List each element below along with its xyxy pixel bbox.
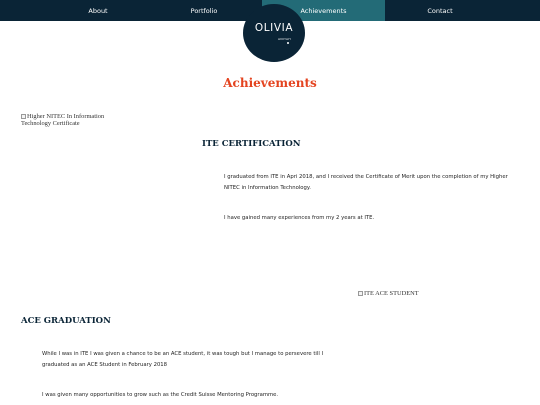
site-logo[interactable] (243, 4, 305, 62)
ace-paragraph-2: I was given many opportunities to grow such as the Credit Suisse Mentoring Programme. (42, 392, 279, 398)
ace-graduation-heading: ACE GRADUATION (21, 316, 111, 326)
broken-image-icon (21, 114, 26, 119)
logo-subtitle: ANIYAH (278, 37, 291, 41)
ite-certificate-image-alt: Higher NITEC In Information Technology Certificate (21, 113, 105, 128)
ite-certification-heading: ITE CERTIFICATION (202, 139, 301, 149)
ite-paragraph-1: I graduated from ITE in Apri 2018, and I received the Certificate of Merit upon the completion of my Higher NITEC in Information Technology. (224, 174, 508, 191)
nav-link-portfolio[interactable]: Portfolio (190, 7, 218, 15)
broken-image-icon (358, 291, 363, 296)
ace-student-image (358, 290, 478, 297)
logo-dot-icon (287, 42, 289, 44)
ite-certificate-image (21, 113, 131, 128)
logo-name: OLIVIA (254, 22, 294, 34)
ace-paragraph-1: While I was in ITE I was given a chance to be an ACE student, it was tough but I manage to persevere till I graduated as an ACE Student in February 2018 (42, 351, 324, 368)
nav-link-about[interactable]: About (88, 7, 108, 15)
ace-student-image-alt: ITE ACE STUDENT (364, 290, 419, 297)
ite-paragraph-2: I have gained many experiences from my 2 years at ITE. (224, 215, 375, 221)
nav-link-contact[interactable]: Contact (427, 7, 453, 15)
nav-link-achievements[interactable]: Achievements (262, 0, 385, 21)
page-title: Achievements (223, 76, 317, 90)
